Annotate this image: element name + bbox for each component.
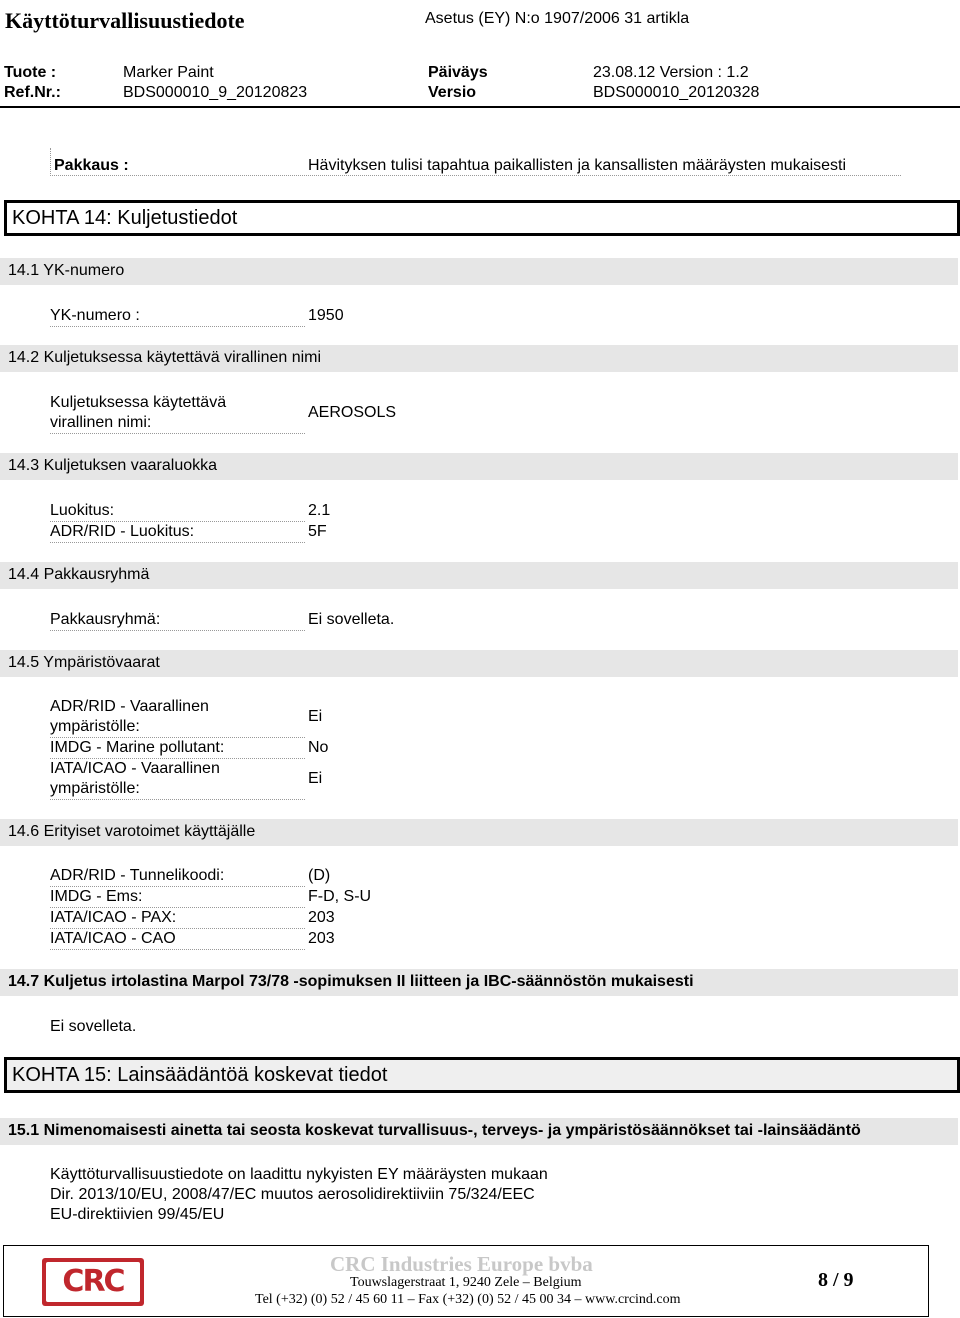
adr-env-hazard-label-line2: ympäristölle:: [50, 718, 140, 735]
iata-cao-value: 203: [308, 930, 335, 947]
adr-classification-label: ADR/RID - Luokitus:: [50, 522, 305, 543]
imdg-marine-pollutant-label: IMDG - Marine pollutant:: [50, 738, 305, 759]
classification-value: 2.1: [308, 502, 331, 519]
iata-env-hazard-label-line2: ympäristölle:: [50, 780, 140, 797]
company-address: Touwslagerstraat 1, 9240 Zele – Belgium: [350, 1275, 582, 1290]
subsection-14-1-title: 14.1 YK-numero: [8, 262, 125, 279]
section-14-header: [4, 200, 960, 236]
un-number-label: YK-numero :: [50, 306, 305, 327]
ref-value: BDS000010_9_20120823: [123, 84, 308, 101]
page-number: 8 / 9: [818, 1269, 854, 1291]
subsection-14-6: [0, 819, 958, 846]
subsection-15-1: [0, 1118, 958, 1145]
regulation-line: Käyttöturvallisuustiedote on laadittu nykyisten EY määräysten mukaan: [50, 1166, 548, 1183]
ref-label: Ref.Nr.:: [4, 84, 61, 101]
shipping-name-value: AEROSOLS: [308, 404, 397, 421]
classification-label: Luokitus:: [50, 501, 305, 522]
subsection-14-5-title: 14.5 Ympäristövaarat: [8, 654, 160, 671]
regulation-line: Dir. 2013/10/EU, 2008/47/EC muutos aerosolidirektiiviin 75/324/EEC: [50, 1186, 535, 1203]
un-number-value: 1950: [308, 307, 344, 324]
section-15-title: KOHTA 15: Lainsäädäntöä koskevat tiedot: [12, 1064, 388, 1086]
iata-env-hazard-value: Ei: [308, 770, 323, 787]
iata-env-hazard-label: [50, 759, 305, 800]
adr-classification-value: 5F: [308, 523, 327, 540]
section-15-header: [4, 1057, 960, 1093]
subsection-14-3: [0, 453, 958, 480]
iata-pax-value: 203: [308, 909, 335, 926]
iata-env-hazard-label-line1: IATA/ICAO - Vaarallinen: [50, 760, 220, 777]
iata-cao-label: IATA/ICAO - CAO: [50, 929, 305, 950]
imdg-ems-label: IMDG - Ems:: [50, 887, 305, 908]
packaging-label: Pakkaus :: [54, 157, 129, 174]
tunnel-code-value: (D): [308, 867, 331, 884]
company-name: CRC Industries Europe bvba: [330, 1252, 593, 1276]
subsection-14-7-title: 14.7 Kuljetus irtolastina Marpol 73/78 -sopimuksen II liitteen ja IBC-säännöstön mukaisesti: [8, 973, 694, 990]
subsection-14-4-title: 14.4 Pakkausryhmä: [8, 566, 150, 583]
product-value: Marker Paint: [123, 64, 214, 81]
adr-env-hazard-label-line1: ADR/RID - Vaarallinen: [50, 698, 209, 715]
section-14-title: KOHTA 14: Kuljetustiedot: [12, 207, 238, 229]
product-label: Tuote :: [4, 64, 57, 81]
shipping-name-label: [50, 393, 305, 434]
subsection-14-5: [0, 650, 958, 677]
regulation-reference: Asetus (EY) N:o 1907/2006 31 artikla: [425, 10, 690, 27]
imdg-marine-pollutant-value: No: [308, 739, 329, 756]
subsection-14-3-title: 14.3 Kuljetuksen vaaraluokka: [8, 457, 218, 474]
crc-logo-text: CRC: [62, 1264, 124, 1299]
date-value: 23.08.12 Version : 1.2: [593, 64, 749, 81]
subsection-14-6-title: 14.6 Erityiset varotoimet käyttäjälle: [8, 823, 256, 840]
subsection-14-7: [0, 969, 958, 996]
subsection-14-1: [0, 258, 958, 285]
packing-group-value: Ei sovelleta.: [308, 611, 395, 628]
subsection-14-4: [0, 562, 958, 589]
shipping-name-label-line2: virallinen nimi:: [50, 414, 152, 431]
version-value: BDS000010_20120328: [593, 84, 760, 101]
packaging-value: Hävityksen tulisi tapahtua paikallisten ja kansallisten määräysten mukaisesti: [308, 157, 847, 174]
subsection-15-1-title: 15.1 Nimenomaisesti ainetta tai seosta koskevat turvallisuus-, terveys- ja ympäristösäännökset tai -lainsäädäntö: [8, 1122, 861, 1139]
header-rule: [0, 106, 960, 108]
adr-env-hazard-value: Ei: [308, 708, 323, 725]
version-label: Versio: [428, 84, 477, 101]
company-contact: Tel (+32) (0) 52 / 45 60 11 – Fax (+32) (0) 52 / 45 00 34 – www.crcind.com: [255, 1292, 681, 1307]
iata-pax-label: IATA/ICAO - PAX:: [50, 908, 305, 929]
regulation-text: [50, 1165, 548, 1225]
subsection-14-2: [0, 345, 958, 372]
packaging-row: [50, 148, 901, 176]
packing-group-label: Pakkausryhmä:: [50, 610, 305, 631]
imdg-ems-value: F-D, S-U: [308, 888, 372, 905]
subsection-14-2-title: 14.2 Kuljetuksessa käytettävä virallinen nimi: [8, 349, 322, 366]
crc-logo: [42, 1258, 144, 1306]
shipping-name-label-line1: Kuljetuksessa käytettävä: [50, 394, 227, 411]
adr-env-hazard-label: [50, 697, 305, 738]
date-label: Päiväys: [428, 64, 488, 81]
marpol-value: Ei sovelleta.: [50, 1018, 137, 1035]
document-title: Käyttöturvallisuustiedote: [5, 8, 245, 33]
regulation-line: EU-direktiivien 99/45/EU: [50, 1206, 225, 1223]
tunnel-code-label: ADR/RID - Tunnelikoodi:: [50, 866, 305, 887]
